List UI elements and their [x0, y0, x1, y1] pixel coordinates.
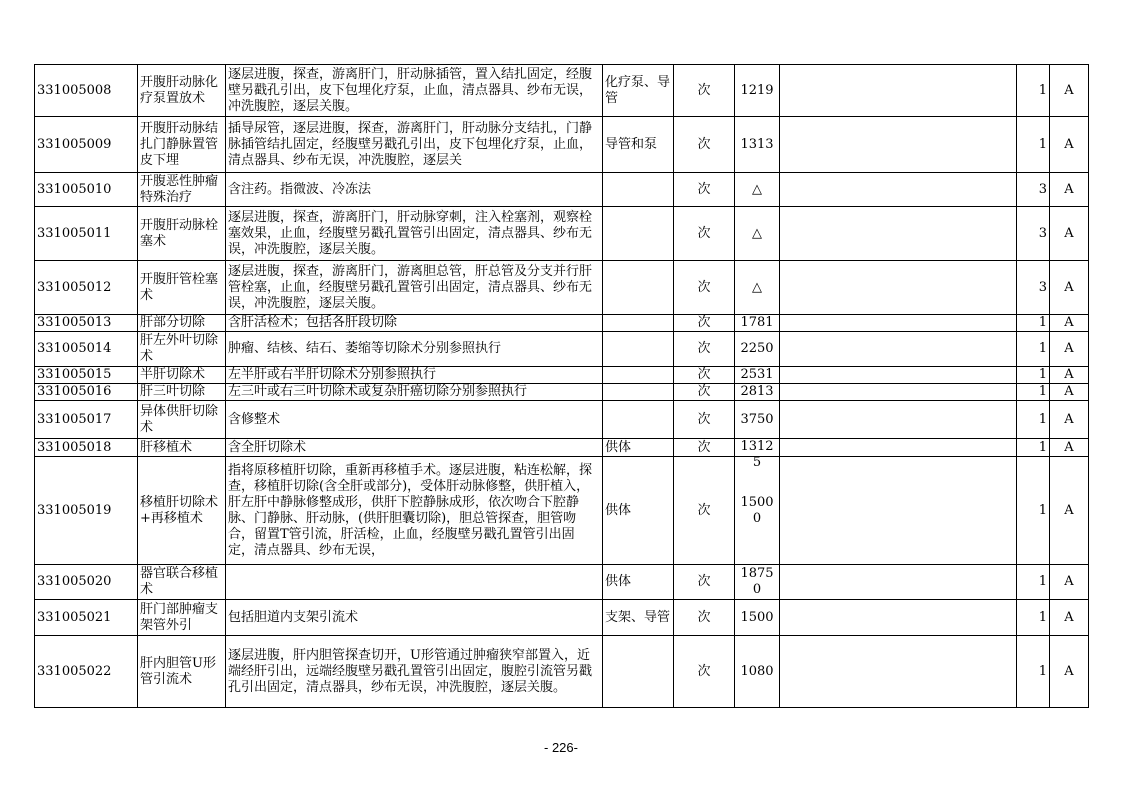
price-cell: 3750: [735, 401, 780, 439]
item-code-cell: 331005021: [35, 600, 138, 636]
price-cell: △: [735, 261, 780, 315]
count-cell: 1: [1017, 65, 1050, 117]
unit-cell: 次: [674, 315, 735, 332]
item-code-cell: 331005020: [35, 565, 138, 600]
price-cell: 1500: [735, 600, 780, 636]
item-code-cell: 331005012: [35, 261, 138, 315]
item-name-cell: 肝左外叶切除术: [138, 332, 226, 367]
page-number: - 226-: [544, 740, 578, 755]
table-row: [35, 401, 1089, 439]
table-row: [35, 65, 1089, 117]
item-code-cell: 331005019: [35, 457, 138, 565]
table-row: [35, 565, 1089, 600]
unit-cell: 次: [674, 207, 735, 261]
table-row: [35, 207, 1089, 261]
class-cell: A: [1050, 315, 1089, 332]
price-cell: 2250: [735, 332, 780, 367]
count-cell: 1: [1017, 565, 1050, 600]
price-cell: 15000: [735, 457, 780, 565]
excluded-material-cell: 化疗泵、导管: [603, 65, 674, 117]
price-cell: △: [735, 173, 780, 207]
note-cell: [780, 600, 1017, 636]
count-cell: 1: [1017, 367, 1050, 384]
class-cell: A: [1050, 401, 1089, 439]
table-row: [35, 600, 1089, 636]
note-cell: [780, 565, 1017, 600]
item-code-cell: 331005013: [35, 315, 138, 332]
unit-cell: 次: [674, 401, 735, 439]
class-cell: A: [1050, 332, 1089, 367]
count-cell: 3: [1017, 173, 1050, 207]
item-content-cell: 左三叶或右三叶切除术或复杂肝癌切除分别参照执行: [226, 384, 603, 401]
item-content-cell: 逐层进腹，探查，游离肝门，肝动脉穿刺，注入栓塞剂，观察栓塞效果，止血，经腹壁另戳孔置管引出固定，清点器具、纱布无误，冲洗腹腔，逐层关腹。: [226, 207, 603, 261]
excluded-material-cell: 供体: [603, 439, 674, 457]
note-cell: [780, 367, 1017, 384]
count-cell: 3: [1017, 207, 1050, 261]
excluded-material-cell: 供体: [603, 565, 674, 600]
item-code-cell: 331005011: [35, 207, 138, 261]
class-cell: A: [1050, 65, 1089, 117]
unit-cell: 次: [674, 457, 735, 565]
item-content-cell: 指将原移植肝切除，重新再移植手术。逐层进腹，粘连松解，探查，移植肝切除(含全肝或部分)，受体肝动脉修整，供肝植入，肝左肝中静脉修整成形，供肝下腔静脉成形，依次吻合下腔静脉、门静脉、肝动脉，(供肝胆囊切除)，胆总管探查，胆管吻合，留置T管引流，肝活检，止血，经腹壁另戳孔置管引出固定，清点器具、纱布无误，: [226, 457, 603, 565]
item-content-cell: 含肝活检术；包括各肝段切除: [226, 315, 603, 332]
unit-cell: 次: [674, 261, 735, 315]
item-code-cell: 331005014: [35, 332, 138, 367]
item-name-cell: 开腹恶性肿瘤特殊治疗: [138, 173, 226, 207]
item-content-cell: 含修整术: [226, 401, 603, 439]
price-cell: 1219: [735, 65, 780, 117]
unit-cell: 次: [674, 173, 735, 207]
count-cell: 1: [1017, 439, 1050, 457]
excluded-material-cell: [603, 401, 674, 439]
note-cell: [780, 401, 1017, 439]
count-cell: 1: [1017, 117, 1050, 173]
note-cell: [780, 457, 1017, 565]
item-name-cell: 开腹肝动脉栓塞术: [138, 207, 226, 261]
item-name-cell: 异体供肝切除术: [138, 401, 226, 439]
unit-cell: 次: [674, 439, 735, 457]
item-name-cell: 开腹肝动脉结扎门静脉置管皮下埋: [138, 117, 226, 173]
count-cell: 1: [1017, 600, 1050, 636]
table-row: [35, 439, 1089, 457]
item-code-cell: 331005010: [35, 173, 138, 207]
item-content-cell: 左半肝或右半肝切除术分别参照执行: [226, 367, 603, 384]
excluded-material-cell: 导管和泵: [603, 117, 674, 173]
item-code-cell: 331005018: [35, 439, 138, 457]
item-name-cell: 器官联合移植术: [138, 565, 226, 600]
note-cell: [780, 384, 1017, 401]
item-code-cell: 331005008: [35, 65, 138, 117]
unit-cell: 次: [674, 565, 735, 600]
note-cell: [780, 65, 1017, 117]
class-cell: A: [1050, 173, 1089, 207]
table-row: [35, 173, 1089, 207]
count-cell: 1: [1017, 315, 1050, 332]
note-cell: [780, 332, 1017, 367]
class-cell: A: [1050, 600, 1089, 636]
table-row: [35, 384, 1089, 401]
class-cell: A: [1050, 117, 1089, 173]
price-cell: 13125: [735, 439, 780, 457]
excluded-material-cell: [603, 636, 674, 708]
table-row: [35, 261, 1089, 315]
class-cell: A: [1050, 636, 1089, 708]
table-row: [35, 332, 1089, 367]
item-content-cell: [226, 565, 603, 600]
item-code-cell: 331005022: [35, 636, 138, 708]
item-content-cell: 逐层进腹，探查，游离肝门，肝动脉插管，置入结扎固定，经腹壁另戳孔引出，皮下包埋化疗泵，止血，清点器具、纱布无误，冲洗腹腔，逐层关腹。: [226, 65, 603, 117]
note-cell: [780, 173, 1017, 207]
unit-cell: 次: [674, 636, 735, 708]
count-cell: 1: [1017, 384, 1050, 401]
note-cell: [780, 207, 1017, 261]
price-cell: 18750: [735, 565, 780, 600]
item-name-cell: 开腹肝管栓塞术: [138, 261, 226, 315]
item-name-cell: 开腹肝动脉化疗泵置放术: [138, 65, 226, 117]
class-cell: A: [1050, 207, 1089, 261]
item-name-cell: 肝三叶切除: [138, 384, 226, 401]
class-cell: A: [1050, 384, 1089, 401]
class-cell: A: [1050, 457, 1089, 565]
item-name-cell: 肝内胆管U形管引流术: [138, 636, 226, 708]
item-code-cell: 331005016: [35, 384, 138, 401]
item-content-cell: 含注药。指微波、冷冻法: [226, 173, 603, 207]
price-table: [34, 64, 1089, 708]
item-content-cell: 逐层进腹，肝内胆管探查切开，U形管通过肿瘤狭窄部置入，近端经肝引出，远端经腹壁另戳孔置管引出固定，腹腔引流管另戳孔引出固定，清点器具，纱布无误，冲洗腹腔，逐层关腹。: [226, 636, 603, 708]
table-row: [35, 636, 1089, 708]
price-cell: △: [735, 207, 780, 261]
class-cell: A: [1050, 261, 1089, 315]
unit-cell: 次: [674, 384, 735, 401]
note-cell: [780, 261, 1017, 315]
count-cell: 1: [1017, 401, 1050, 439]
price-cell: 1781: [735, 315, 780, 332]
count-cell: 1: [1017, 332, 1050, 367]
note-cell: [780, 636, 1017, 708]
unit-cell: 次: [674, 117, 735, 173]
table-row: [35, 117, 1089, 173]
item-code-cell: 331005009: [35, 117, 138, 173]
price-cell: 2813: [735, 384, 780, 401]
class-cell: A: [1050, 439, 1089, 457]
item-name-cell: 肝移植术: [138, 439, 226, 457]
item-content-cell: 肿瘤、结核、结石、萎缩等切除术分别参照执行: [226, 332, 603, 367]
count-cell: 1: [1017, 636, 1050, 708]
price-cell: 1313: [735, 117, 780, 173]
excluded-material-cell: [603, 384, 674, 401]
note-cell: [780, 439, 1017, 457]
unit-cell: 次: [674, 65, 735, 117]
unit-cell: 次: [674, 332, 735, 367]
excluded-material-cell: 支架、导管: [603, 600, 674, 636]
class-cell: A: [1050, 367, 1089, 384]
count-cell: 1: [1017, 457, 1050, 565]
excluded-material-cell: [603, 332, 674, 367]
class-cell: A: [1050, 565, 1089, 600]
excluded-material-cell: 供体: [603, 457, 674, 565]
table-body: [35, 65, 1089, 708]
price-cell: 2531: [735, 367, 780, 384]
item-name-cell: 移植肝切除术+再移植术: [138, 457, 226, 565]
excluded-material-cell: [603, 367, 674, 384]
excluded-material-cell: [603, 315, 674, 332]
excluded-material-cell: [603, 261, 674, 315]
count-cell: 3: [1017, 261, 1050, 315]
item-name-cell: 肝门部肿瘤支架管外引: [138, 600, 226, 636]
item-code-cell: 331005017: [35, 401, 138, 439]
item-content-cell: 含全肝切除术: [226, 439, 603, 457]
item-code-cell: 331005015: [35, 367, 138, 384]
unit-cell: 次: [674, 367, 735, 384]
item-content-cell: 逐层进腹，探查，游离肝门，游离胆总管，肝总管及分支并行肝管栓塞，止血，经腹壁另戳孔置管引出固定，清点器具、纱布无误，冲洗腹腔，逐层关腹。: [226, 261, 603, 315]
table-row: [35, 457, 1089, 565]
table-row: [35, 315, 1089, 332]
note-cell: [780, 117, 1017, 173]
item-content-cell: 插导尿管，逐层进腹，探查，游离肝门，肝动脉分支结扎，门静脉插管结扎固定，经腹壁另戳孔引出，皮下包埋化疗泵，止血，清点器具、纱布无误，冲洗腹腔，逐层关: [226, 117, 603, 173]
excluded-material-cell: [603, 207, 674, 261]
excluded-material-cell: [603, 173, 674, 207]
item-name-cell: 半肝切除术: [138, 367, 226, 384]
unit-cell: 次: [674, 600, 735, 636]
table-row: [35, 367, 1089, 384]
item-content-cell: 包括胆道内支架引流术: [226, 600, 603, 636]
item-name-cell: 肝部分切除: [138, 315, 226, 332]
note-cell: [780, 315, 1017, 332]
price-cell: 1080: [735, 636, 780, 708]
